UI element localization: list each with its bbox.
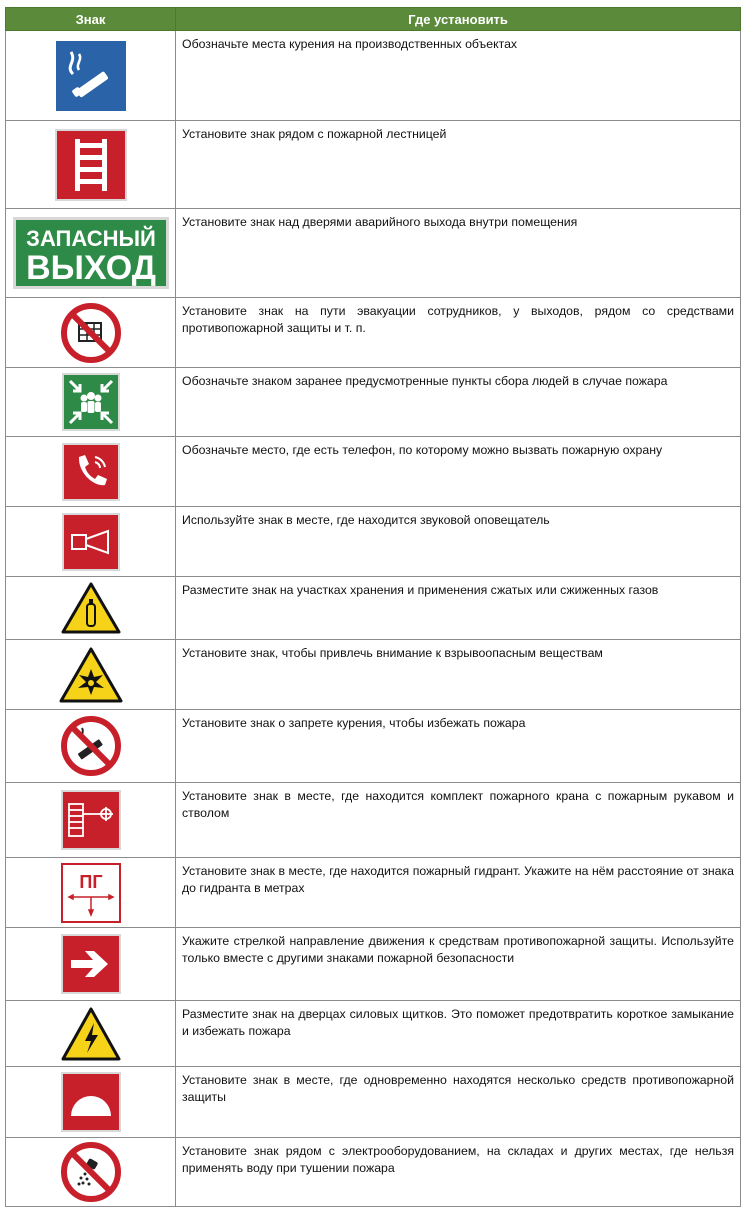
table-row: [6, 640, 741, 710]
fire-safety-signs-table: [5, 7, 741, 1207]
row-description: Разместите знак на участках хранения и применения сжатых или сжиженных газов: [176, 577, 741, 640]
emergency-exit-sign-icon: [13, 217, 169, 289]
row-description: Установите знак над дверями аварийного выхода внутри помещения: [176, 209, 741, 298]
exit-sign-line2: ВЫХОД: [25, 249, 156, 287]
row-description: Установите знак рядом с пожарной лестницей: [176, 121, 741, 209]
table-header-row: [6, 8, 741, 31]
row-description: Обозначьте знаком заранее предусмотренные пункты сбора людей в случае пожара: [176, 368, 741, 437]
assembly-point-icon: [62, 373, 120, 431]
smoking-allowed-icon: [55, 40, 127, 112]
table-row: [6, 783, 741, 858]
row-description: Установите знак в месте, где находится комплект пожарного крана с пожарным рукавом и стволом: [176, 783, 741, 858]
fire-hose-icon: [61, 790, 121, 850]
no-blocking-icon: [61, 303, 121, 363]
exit-sign-line1: ЗАПАСНЫЙ: [25, 226, 156, 251]
row-description: Разместите знак на дверцах силовых щитков. Это поможет предотвратить короткое замыкание и избежать пожара: [176, 1001, 741, 1067]
electric-hazard-icon: [61, 1007, 121, 1061]
table-row: [6, 31, 741, 121]
table-row: [6, 1001, 741, 1067]
gas-cylinder-warning-icon: [61, 582, 121, 634]
row-description: Обозначьте места курения на производственных объектах: [176, 31, 741, 121]
direction-arrow-icon: [61, 934, 121, 994]
table-row: [6, 368, 741, 437]
header-sign: Знак: [6, 8, 176, 31]
row-description: Установите знак, чтобы привлечь внимание к взрывоопасным веществам: [176, 640, 741, 710]
hydrant-label: ПГ: [78, 871, 103, 892]
fire-equipment-location-icon: [61, 1072, 121, 1132]
fire-phone-icon: [62, 443, 120, 501]
row-description: Установите знак в месте, где одновременно находятся несколько средств противопожарной защиты: [176, 1067, 741, 1138]
table-row: [6, 437, 741, 507]
table-row: [6, 121, 741, 209]
table-row: [6, 1067, 741, 1138]
table-row: [6, 1138, 741, 1207]
no-water-extinguishing-icon: [61, 1142, 121, 1202]
no-smoking-icon: [61, 716, 121, 776]
header-where: Где установить: [176, 8, 741, 31]
fire-ladder-icon: [55, 129, 127, 201]
table-row: [6, 577, 741, 640]
table-row: [6, 928, 741, 1001]
row-description: Обозначьте место, где есть телефон, по которому можно вызвать пожарную охрану: [176, 437, 741, 507]
fire-alarm-sounder-icon: [62, 513, 120, 571]
explosive-warning-icon: [59, 647, 123, 703]
row-description: Установите знак о запрете курения, чтобы избежать пожара: [176, 710, 741, 783]
table-row: [6, 507, 741, 577]
row-description: Укажите стрелкой направление движения к средствам противопожарной защиты. Используйте только вместе с другими знаками пожарной безопасности: [176, 928, 741, 1001]
sign-table-container: [5, 7, 741, 1207]
row-description: Установите знак рядом с электрооборудованием, на складах и других местах, где нельзя применять воду при тушении пожара: [176, 1138, 741, 1207]
row-description: Установите знак в месте, где находится пожарный гидрант. Укажите на нём расстояние от знака до гидранта в метрах: [176, 858, 741, 928]
fire-hydrant-icon: [61, 863, 121, 923]
table-row: [6, 858, 741, 928]
table-row: [6, 710, 741, 783]
row-description: Установите знак на пути эвакуации сотрудников, у выходов, рядом со средствами противопожарной защиты и т. п.: [176, 298, 741, 368]
table-row: [6, 209, 741, 298]
table-row: [6, 298, 741, 368]
row-description: Используйте знак в месте, где находится звуковой оповещатель: [176, 507, 741, 577]
